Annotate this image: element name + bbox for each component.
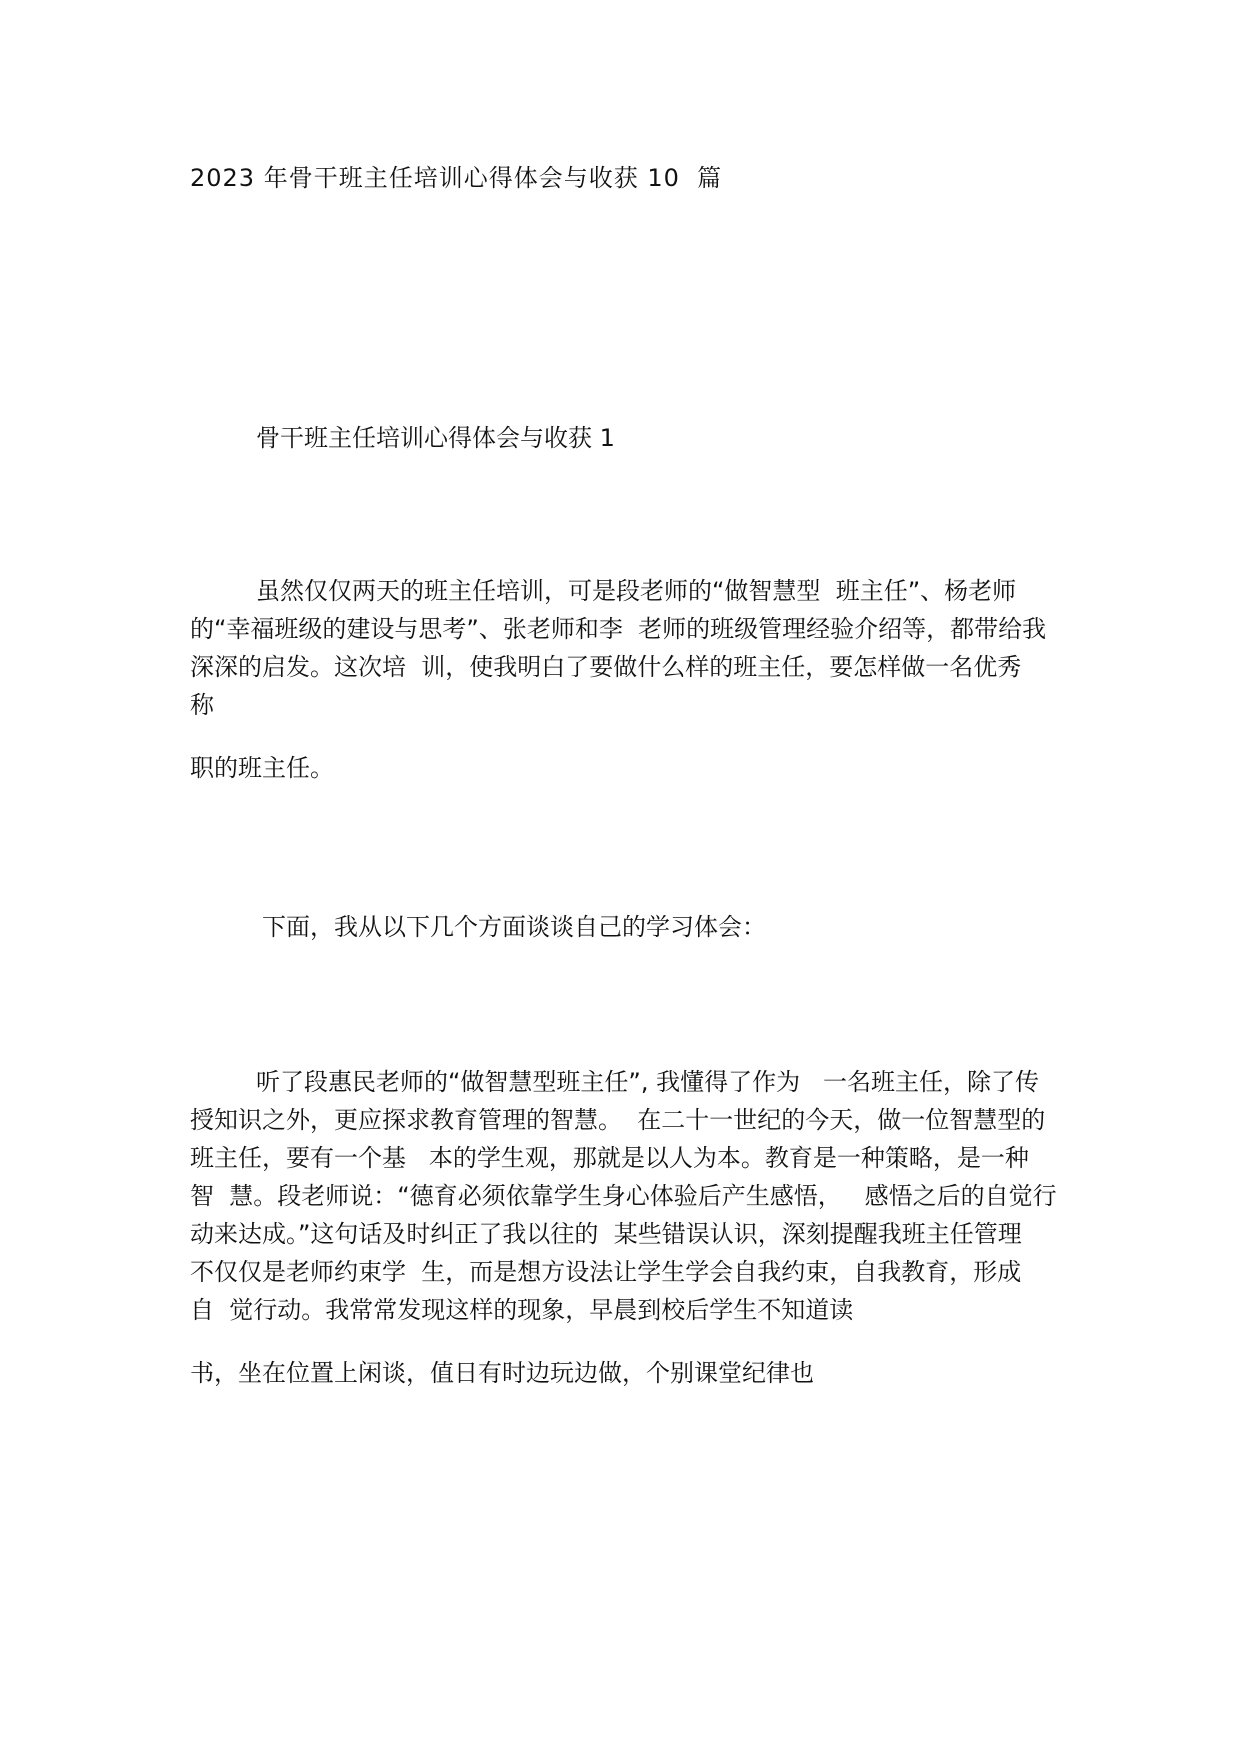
paragraph-1-line-5: 职的班主任。 [190, 754, 334, 782]
paragraph-3-line-1: 听了段惠民老师的“做智慧型班主任”, 我懂得了作为 一名班主任，除了传 [256, 1068, 1040, 1096]
section-title: 骨干班主任培训心得体会与收获 1 [256, 424, 615, 452]
paragraph-3-line-7: 自 觉行动。我常常发现这样的现象，早晨到校后学生不知道读 [190, 1296, 854, 1324]
paragraph-1-line-4: 称 [190, 691, 214, 719]
paragraph-3-line-3: 班主任，要有一个基 本的学生观，那就是以人为本。教育是一种策略，是一种 [190, 1144, 1029, 1172]
paragraph-1-line-3: 深深的启发。这次培 训，使我明白了要做什么样的班主任，要怎样做一名优秀 [190, 653, 1022, 681]
paragraph-3-line-5: 动来达成。”这句话及时纠正了我以往的 某些错误认识，深刻提醒我班主任管理 [190, 1220, 1022, 1248]
paragraph-1-line-2: 的“幸福班级的建设与思考”、张老师和李 老师的班级管理经验介绍等，都带给我 [190, 615, 1047, 643]
paragraph-3-line-2: 授知识之外，更应探求教育管理的智慧。 在二十一世纪的今天，做一位智慧型的 [190, 1106, 1046, 1134]
document-title: 2023 年骨干班主任培训心得体会与收获 10 篇 [190, 164, 723, 192]
paragraph-3-line-4: 智 慧。段老师说：“德育必须依靠学生身心体验后产生感悟， 感悟之后的自觉行 [190, 1182, 1057, 1210]
paragraph-3-line-8: 书，坐在位置上闲谈，值日有时边玩边做，个别课堂纪律也 [190, 1359, 814, 1387]
paragraph-1-line-1: 虽然仅仅两天的班主任培训，可是段老师的“做智慧型 班主任”、杨老师 [256, 577, 1017, 605]
paragraph-3-line-6: 不仅仅是老师约束学 生，而是想方设法让学生学会自我约束，自我教育，形成 [190, 1258, 1022, 1286]
paragraph-2-line-1: 下面，我从以下几个方面谈谈自己的学习体会： [262, 913, 766, 941]
